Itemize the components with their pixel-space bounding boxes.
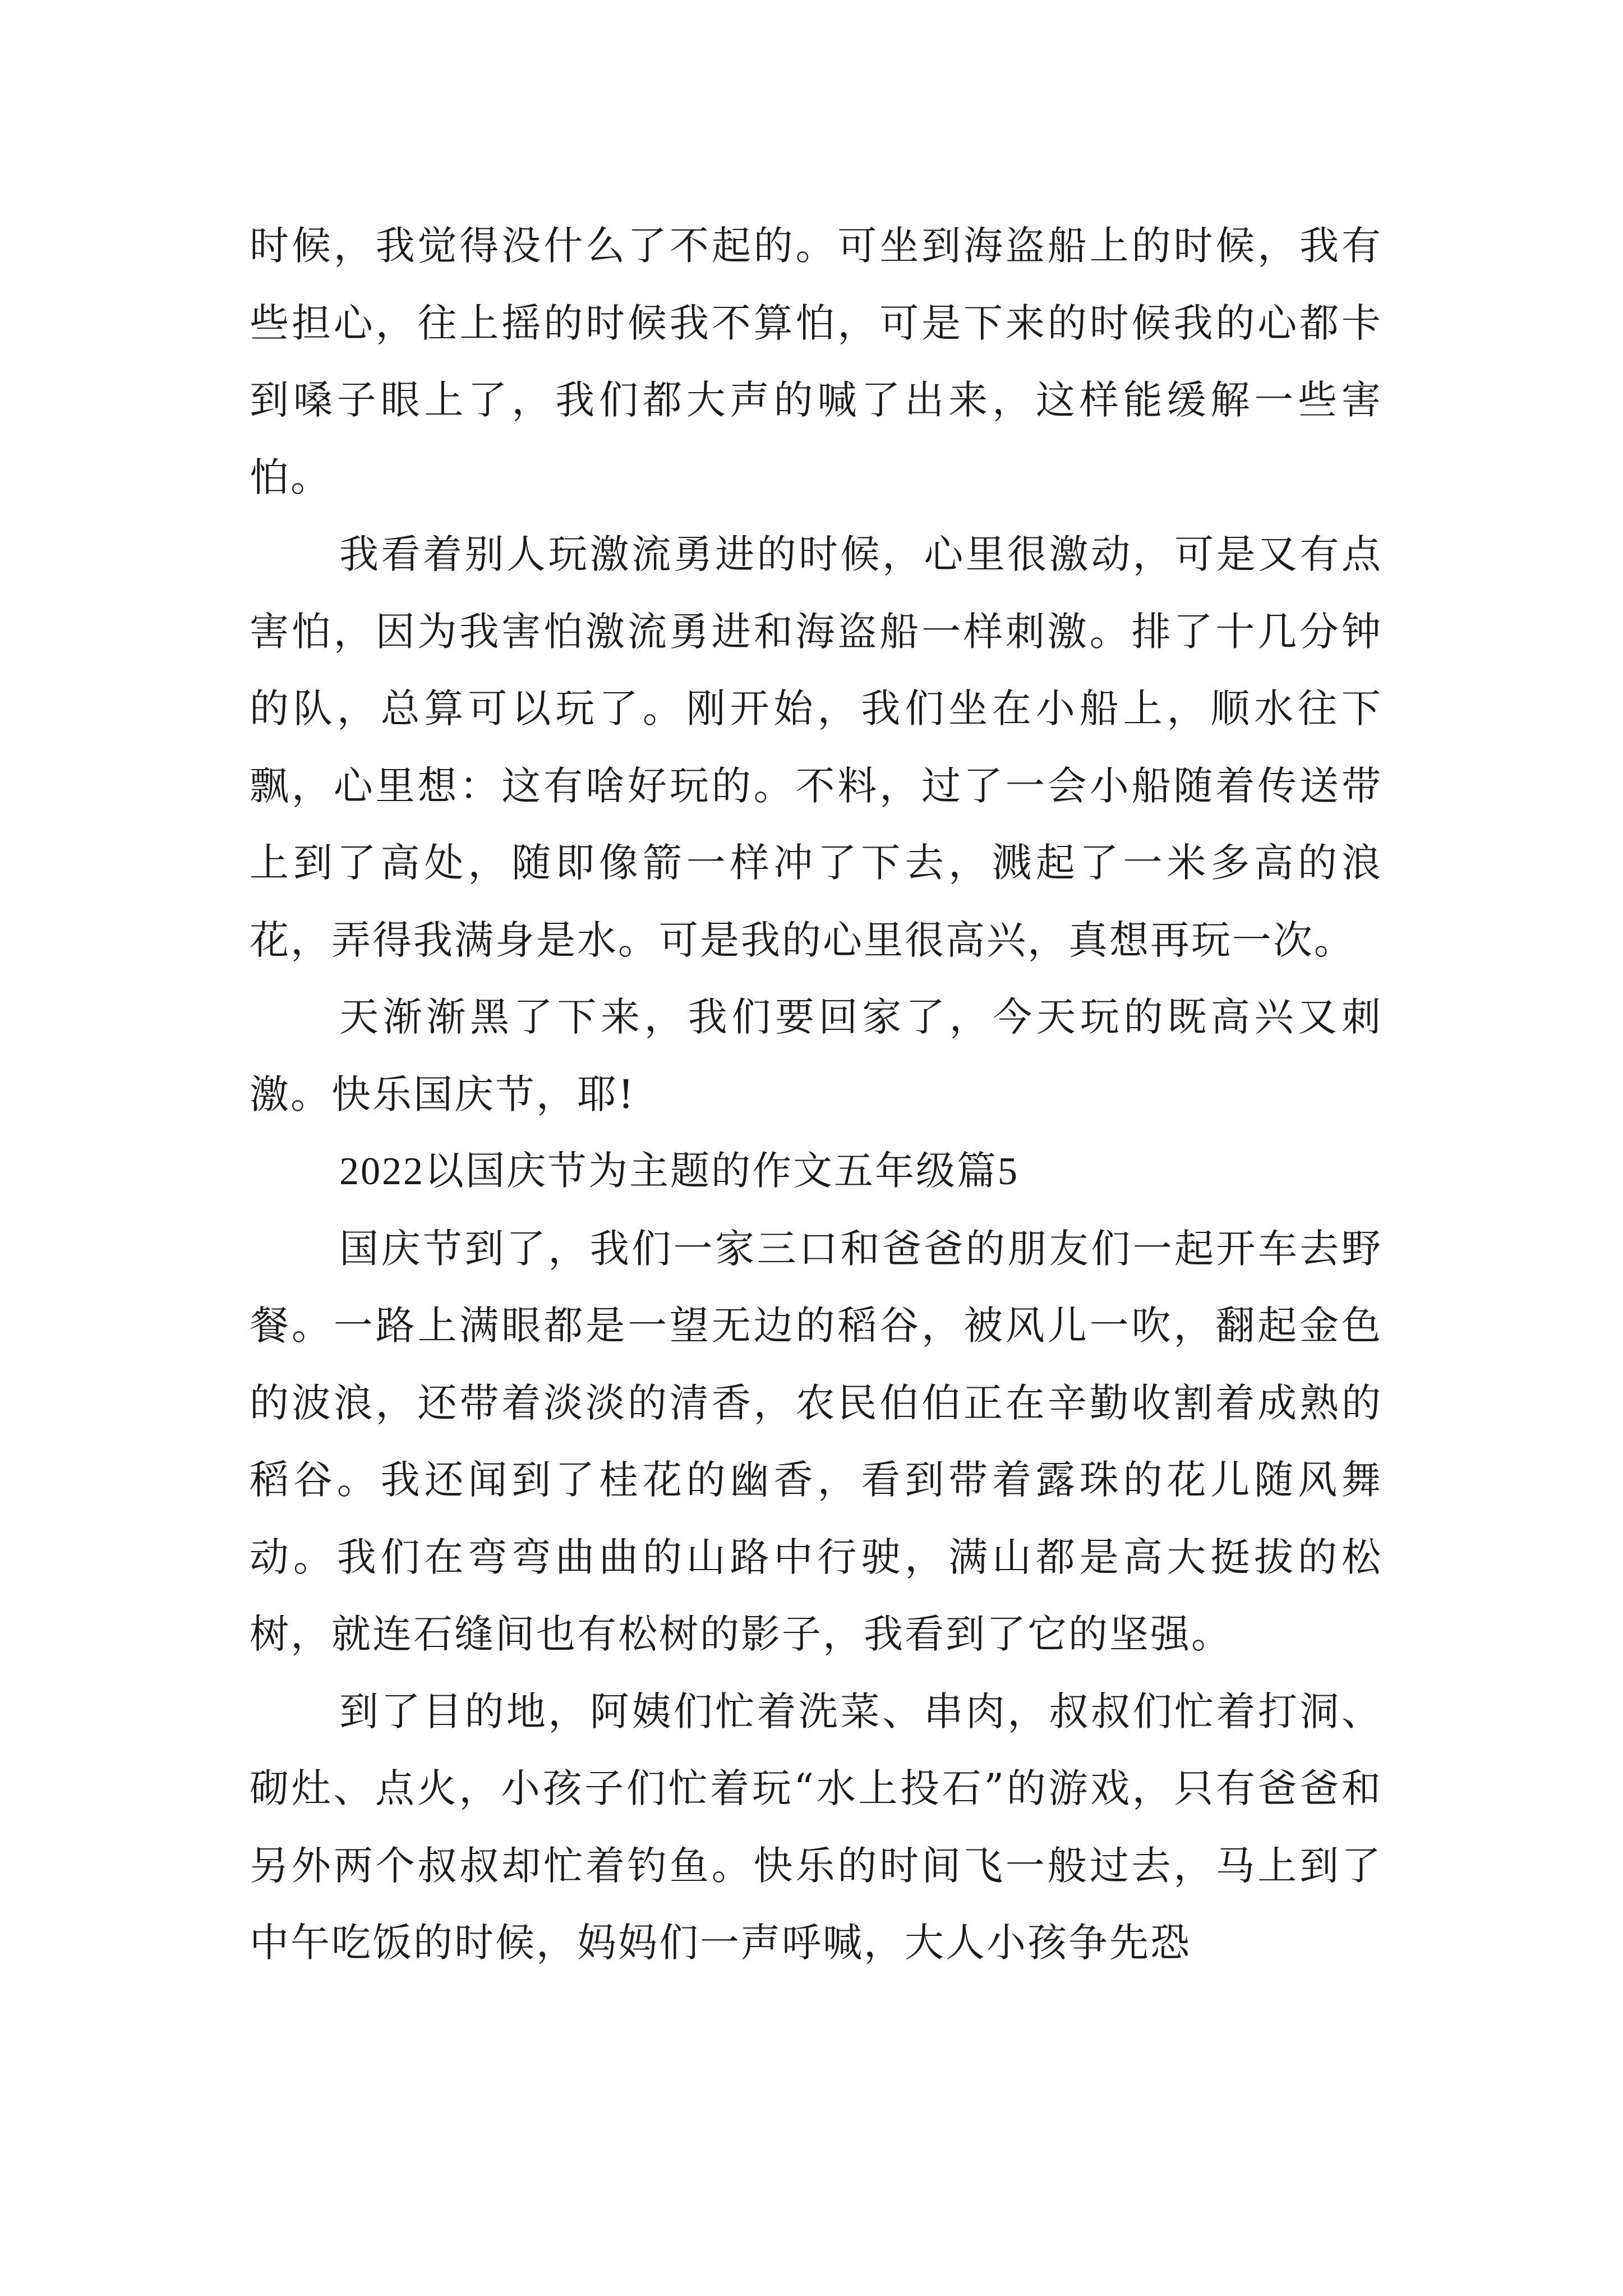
section-heading: 2022以国庆节为主题的作文五年级篇5 [339, 1150, 1019, 1193]
article-body [250, 208, 1382, 1982]
paragraph-5: 到了目的地，阿姨们忙着洗菜、串肉，叔叔们忙着打洞、砌灶、点火，小孩子们忙着玩“水上投石”的游戏，只有爸爸和另外两个叔叔却忙着钓鱼。快乐的时间飞一般过去，马上到了中午吃饭的时候，妈妈们一声呼喊，大人小孩争先恐 [250, 1688, 1382, 1966]
paragraph-1: 时候，我觉得没什么了不起的。可坐到海盗船上的时候，我有些担心，往上摇的时候我不算怕，可是下来的时候我的心都卡到嗓子眼上了，我们都大声的喊了出来，这样能缓解一些害怕。 [250, 223, 1382, 500]
paragraph-2: 我看着别人玩激流勇进的时候，心里很激动，可是又有点害怕，因为我害怕激流勇进和海盗船一样刺激。排了十几分钟的队，总算可以玩了。刚开始，我们坐在小船上，顺水往下飘，心里想：这有啥好玩的。不料，过了一会小船随着传送带上到了高处，随即像箭一样冲了下去，溅起了一米多高的浪花，弄得我满身是水。可是我的心里很高兴，真想再玩一次。 [250, 531, 1382, 963]
paragraph-4: 国庆节到了，我们一家三口和爸爸的朋友们一起开车去野餐。一路上满眼都是一望无边的稻谷，被风儿一吹，翻起金色的波浪，还带着淡淡的清香，农民伯伯正在辛勤收割着成熟的稻谷。我还闻到了桂花的幽香，看到带着露珠的花儿随风舞动。我们在弯弯曲曲的山路中行驶，满山都是高大挺拔的松树，就连石缝间也有松树的影子，我看到了它的坚强。 [250, 1225, 1382, 1657]
paragraph-3: 天渐渐黑了下来，我们要回家了，今天玩的既高兴又刺激。快乐国庆节，耶! [250, 994, 1382, 1117]
